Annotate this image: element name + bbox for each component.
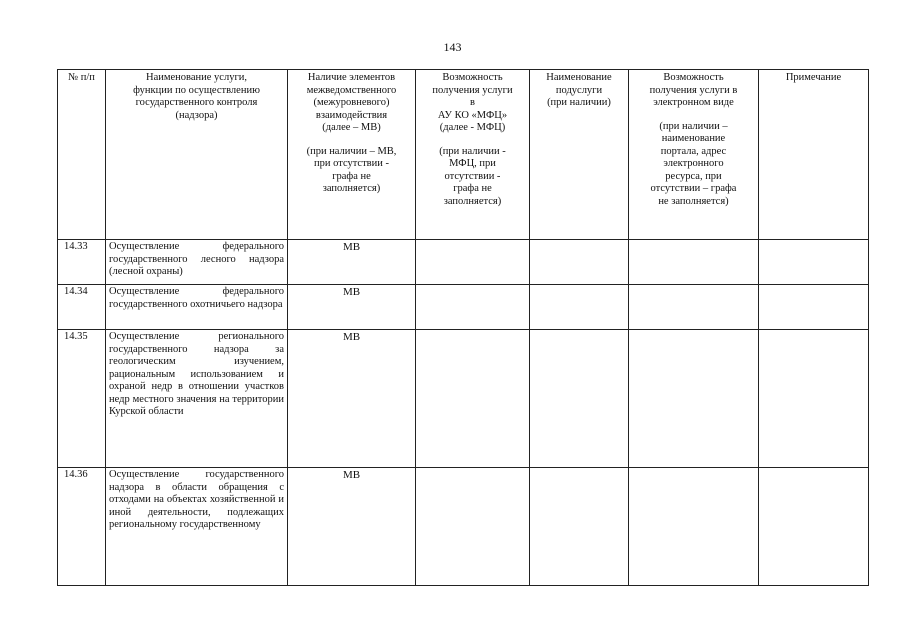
header-subservice: Наименование подуслуги (при наличии) bbox=[530, 70, 629, 240]
header-service-name: Наименование услуги, функции по осуществлению государственного контроля (надзора) bbox=[106, 70, 288, 240]
services-table bbox=[57, 69, 869, 586]
header-remarks: Примечание bbox=[759, 70, 869, 240]
row-mfc bbox=[416, 330, 530, 468]
table-row bbox=[58, 330, 869, 468]
row-number: 14.33 bbox=[58, 240, 106, 285]
row-number: 14.35 bbox=[58, 330, 106, 468]
row-service-name: Осуществление федерального государственного лесного надзора (лесной охраны) bbox=[106, 240, 288, 285]
row-mfc bbox=[416, 468, 530, 586]
page-number: 143 bbox=[443, 40, 462, 54]
header-mfc: Возможность получения услуги в АУ КО «МФЦ» (далее - МФЦ) (при наличии - МФЦ, при отсутствии - графа не заполняется) bbox=[416, 70, 530, 240]
row-remarks bbox=[759, 330, 869, 468]
table-row bbox=[58, 285, 869, 330]
table-row bbox=[58, 468, 869, 586]
row-interagency: МВ bbox=[288, 330, 416, 468]
row-subservice bbox=[530, 468, 629, 586]
row-electronic bbox=[629, 285, 759, 330]
row-service-name: Осуществление государственного надзора в области обращения с отходами на объектах хозяйственной и иной деятельности, подлежащих региональному государственному bbox=[106, 468, 288, 586]
header-interagency: Наличие элементов межведомственного (межуровневого) взаимодействия (далее – МВ) (при наличии – МВ, при отсутствии - графа не заполняется) bbox=[288, 70, 416, 240]
row-mfc bbox=[416, 240, 530, 285]
row-subservice bbox=[530, 240, 629, 285]
row-interagency: МВ bbox=[288, 468, 416, 586]
table-row bbox=[58, 240, 869, 285]
header-number: № п/п bbox=[58, 70, 106, 240]
row-interagency: МВ bbox=[288, 285, 416, 330]
row-mfc bbox=[416, 285, 530, 330]
table-header-row bbox=[58, 70, 869, 240]
row-remarks bbox=[759, 285, 869, 330]
row-remarks bbox=[759, 240, 869, 285]
row-electronic bbox=[629, 330, 759, 468]
row-number: 14.34 bbox=[58, 285, 106, 330]
row-service-name: Осуществление федерального государственного охотничьего надзора bbox=[106, 285, 288, 330]
row-electronic bbox=[629, 240, 759, 285]
row-remarks bbox=[759, 468, 869, 586]
row-electronic bbox=[629, 468, 759, 586]
row-interagency: МВ bbox=[288, 240, 416, 285]
row-service-name: Осуществление регионального государственного надзора за геологическим изучением, рациональным использованием и охраной недр в отношении участков недр местного значения на территории Курской области bbox=[106, 330, 288, 468]
row-subservice bbox=[530, 330, 629, 468]
row-subservice bbox=[530, 285, 629, 330]
header-electronic: Возможность получения услуги в электронном виде (при наличии – наименование портала, адрес электронного ресурса, при отсутствии – графа не заполняется) bbox=[629, 70, 759, 240]
row-number: 14.36 bbox=[58, 468, 106, 586]
